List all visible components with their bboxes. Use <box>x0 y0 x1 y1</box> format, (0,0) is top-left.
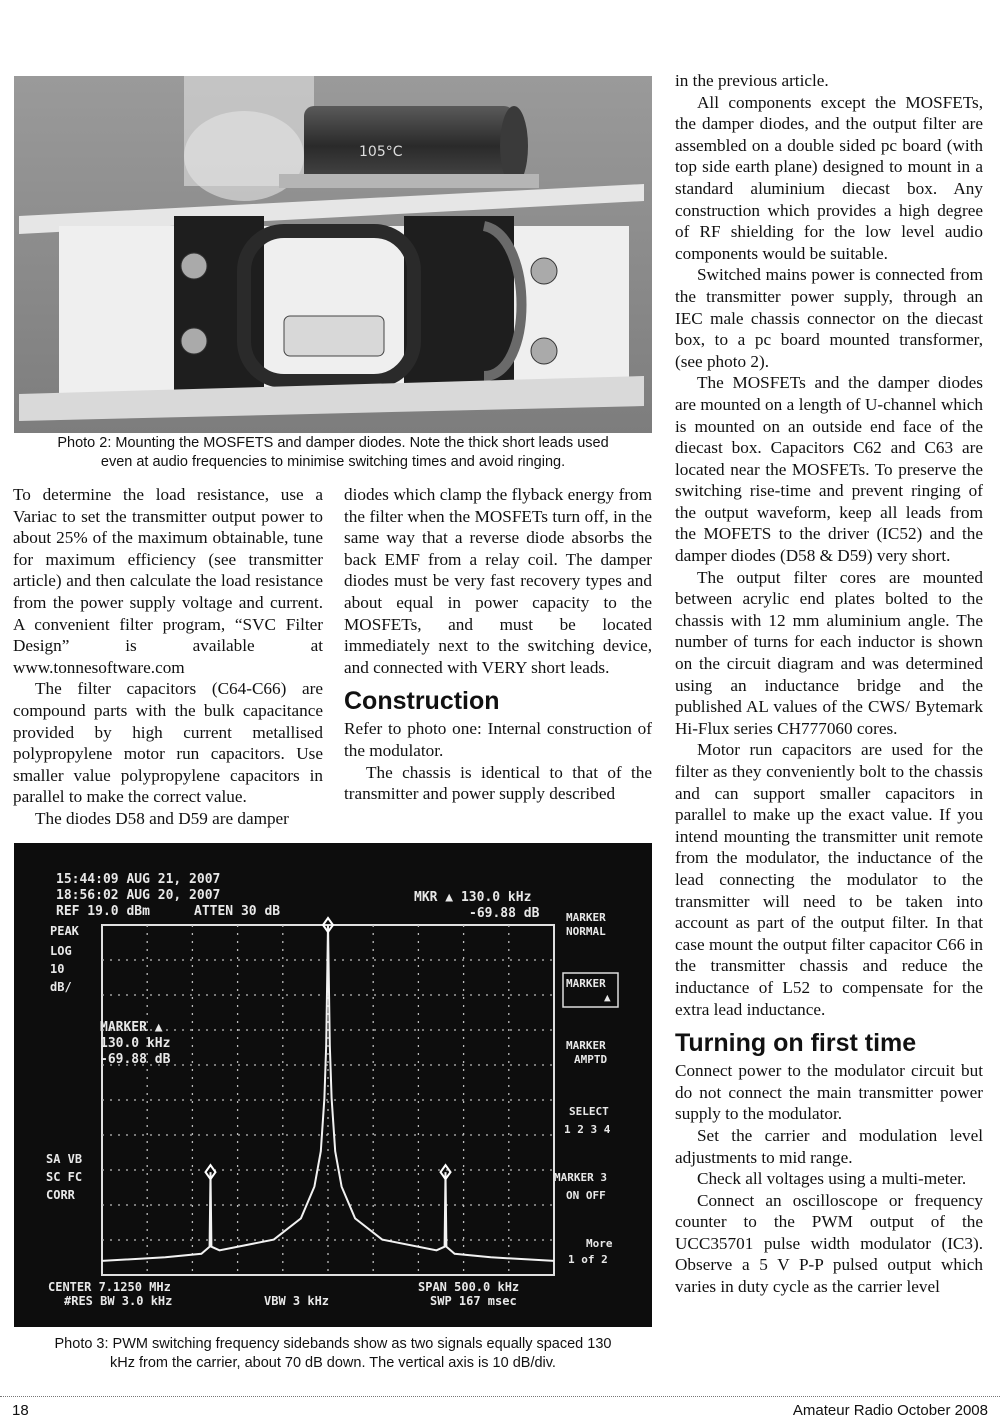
softkey-marker-normal-2: NORMAL <box>566 925 606 938</box>
capacitor-label: 105°C <box>359 144 403 160</box>
screen-vbw: VBW 3 kHz <box>264 1294 330 1308</box>
screen-mkr: MKR ▲ 130.0 kHz <box>414 890 532 905</box>
col3-paragraph-4: The output filter cores are mounted between acrylic end plates bolted to the chassis with 12 mm aluminium angle. The number of turns for each inductor is shown on the circuit diagram and was determined using an inductance bridge and the published AL values of the CWS/ Bytemark Hi-Flux series CH777060 cores. <box>675 567 983 738</box>
photo-3-caption-line-1: Photo 3: PWM switching frequency sidebands show as two signals equally spaced 130 <box>54 1336 612 1352</box>
photo-3-spectrum-analyser <box>14 843 652 1327</box>
screen-log: LOG <box>50 944 72 958</box>
softkey-more-2: 1 of 2 <box>568 1253 608 1266</box>
softkey-select-1: SELECT <box>569 1105 609 1118</box>
softkey-marker3-1: MARKER 3 <box>554 1171 607 1184</box>
softkey-marker-delta-2: ▲ <box>604 991 611 1004</box>
screen-corr: CORR <box>46 1188 75 1202</box>
col3-paragraph-5: Motor run capacitors are used for the filter as they conveniently bolt to the chassis and can support smaller capacitors in parallel to make up the exact value. If you intend mounting the transmitter unit remote from the modulator, the inductance of the lead connecting the modulator to the transmitter will need to be taken into account as part of the output filter. In that case mount the output filter capacitor C66 in the transmitter chassis and reduce the inductance of L52 to compensate for the extra lead inductance. <box>675 740 983 1019</box>
col1-paragraph-3: The diodes D58 and D59 are damper <box>35 808 289 828</box>
screen-date-1: 15:44:09 AUG 21, 2007 <box>56 872 221 887</box>
screen-mkr-value: -69.88 dB <box>469 906 540 921</box>
photo-3-caption-line-2: kHz from the carrier, about 70 dB down. The vertical axis is 10 dB/div. <box>110 1355 556 1371</box>
screen-center: CENTER 7.1250 MHz <box>48 1280 171 1294</box>
col3-paragraph-8: Check all voltages using a multi-meter. <box>697 1169 967 1189</box>
photo-2-image <box>14 76 652 433</box>
photo-2-caption-line-2: even at audio frequencies to minimise switching times and avoid ringing. <box>100 454 566 470</box>
photo-2-caption <box>14 434 652 472</box>
softkey-marker-amptd-1: MARKER <box>566 1039 606 1052</box>
col3-paragraph-7: Set the carrier and modulation level adjustments to mid range. <box>675 1125 983 1167</box>
screen-sc-fc: SC FC <box>46 1170 83 1184</box>
spectrum-screen <box>14 843 652 1327</box>
page-footer <box>0 1396 1000 1424</box>
softkey-marker-normal-1: MARKER <box>566 911 606 924</box>
screen-marker-label: MARKER ▲ <box>100 1020 163 1035</box>
softkey-marker-delta-1: MARKER <box>566 977 606 990</box>
col3-paragraph-1: All components except the MOSFETs, the damper diodes, and the output filter are assembled on a double sided pc board (with top side earth plane) designed to mount in a standard aluminium diecast box. Any construction which provides a high degree of RF shielding for the low level audio components would be suitable. <box>675 92 983 263</box>
softkey-marker3-2: ON OFF <box>566 1189 606 1202</box>
screen-marker-freq: 130.0 kHz <box>100 1036 171 1051</box>
turning-on-heading: Turning on first time <box>675 1029 917 1058</box>
photo-2-caption-line-1: Photo 2: Mounting the MOSFETS and damper diodes. Note the thick short leads used <box>57 435 609 451</box>
col2-paragraph-2: Refer to photo one: Internal construction of the modulator. <box>344 719 652 760</box>
col3-paragraph-0: in the previous article. <box>675 71 829 90</box>
column-1 <box>13 484 323 830</box>
column-2 <box>344 484 652 805</box>
screen-ref-level: REF 19.0 dBm <box>56 904 150 919</box>
softkey-select-2: 1 2 3 4 <box>564 1123 611 1136</box>
magazine-issue: Amateur Radio October 2008 <box>792 1402 988 1419</box>
screen-res-bw: #RES BW 3.0 kHz <box>64 1294 173 1308</box>
softkey-marker-amptd-2: AMPTD <box>574 1053 608 1066</box>
screen-date-2: 18:56:02 AUG 20, 2007 <box>56 888 221 903</box>
column-3 <box>675 70 983 1298</box>
screen-dbdiv: dB/ <box>50 980 72 994</box>
col3-paragraph-3: The MOSFETs and the damper diodes are mounted on a length of U-channel which is mounted on an outside end face of the diecast box. Capacitors C62 and C63 are located near the MOSFETs. To preserve the switching rise-time and prevent ringing of the output waveform, keep all leads from the MOFETS to the driver (IC52) and the damper diodes (D58 & D59) very short. <box>675 373 983 566</box>
col1-paragraph-1: To determine the load resistance, use a Variac to set the transmitter output power to about 25% of the maximum obtainable, tune for maximum efficiency (see transmitter article) and then calculate the load resistance from the power supply voltage and current. A convenient filter program, “SVC Filter Design” is available at www.tonnesoftware.com <box>13 485 323 677</box>
page-number: 18 <box>12 1402 29 1419</box>
col3-paragraph-9: Connect an oscilloscope or frequency counter to the PWM output of the UCC35701 pulse width modulator (IC3). Observe a 5 V P-P pulsed output which varies in duty cycle as the carrier level <box>675 1190 983 1297</box>
screen-span: SPAN 500.0 kHz <box>418 1280 520 1294</box>
screen-peak: PEAK <box>50 924 79 938</box>
construction-heading: Construction <box>344 687 500 716</box>
screen-atten: ATTEN 30 dB <box>194 904 281 919</box>
col3-paragraph-2: Switched mains power is connected from the transmitter power supply, through an IEC male chassis connector on the diecast box, to a pc board mounted transformer, (see photo 2). <box>675 265 983 371</box>
softkey-more-1: More <box>586 1237 613 1250</box>
photo-2-mosfet-assembly <box>14 76 652 433</box>
screen-sa-vb: SA VB <box>46 1152 83 1166</box>
col3-paragraph-6: Connect power to the modulator circuit but do not connect the main transmitter power supply to the modulator. <box>675 1061 983 1124</box>
screen-marker-db: -69.88 dB <box>100 1052 171 1067</box>
col2-paragraph-1: diodes which clamp the flyback energy from the filter when the MOSFETs turn off, in the same way that a reverse diode absorbs the back EMF from a relay coil. The damper diodes must be very fast recovery types and about equal in power capacity to the MOSFETs, and must be located immediately next to the switching device, and connected with VERY short leads. <box>344 485 652 677</box>
photo-3-caption <box>10 1335 656 1373</box>
screen-swp: SWP 167 msec <box>430 1294 517 1308</box>
col2-paragraph-3: The chassis is identical to that of the transmitter and power supply described <box>344 762 652 804</box>
screen-ten: 10 <box>50 962 65 976</box>
col1-paragraph-2: The filter capacitors (C64-C66) are compound parts with the bulk capacitance provided by high current metallised polypropylene motor run capacitors. Use smaller value polypropylene capacitors in parallel to make the correct value. <box>13 679 323 807</box>
